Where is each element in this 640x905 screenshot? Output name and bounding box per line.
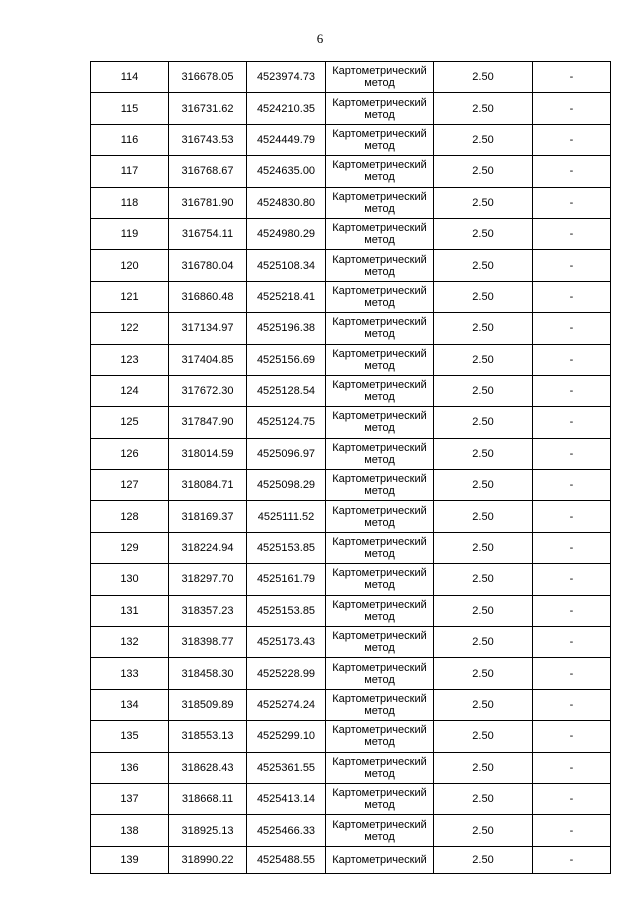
table-row (91, 407, 611, 438)
page-number: 6 (316, 31, 324, 46)
x-coordinate-cell: 318169.37 (169, 501, 247, 532)
accuracy-cell: 2.50 (434, 124, 533, 155)
point-number-cell: 116 (91, 124, 169, 155)
table-row (91, 313, 611, 344)
point-number-cell: 119 (91, 218, 169, 249)
description-cell: - (533, 313, 611, 344)
method-cell (326, 689, 434, 720)
description-cell: - (533, 532, 611, 563)
description-cell: - (533, 375, 611, 406)
method-line-1: Картометрический (332, 127, 427, 140)
description-cell: - (533, 124, 611, 155)
x-coordinate-cell: 318553.13 (169, 721, 247, 752)
point-number-cell: 124 (91, 375, 169, 406)
table-row (91, 846, 611, 873)
point-number-cell: 138 (91, 815, 169, 846)
point-number-cell: 139 (91, 846, 169, 873)
method-line-2: метод (364, 234, 395, 247)
table-row (91, 187, 611, 218)
table-row (91, 250, 611, 281)
x-coordinate-cell: 318509.89 (169, 689, 247, 720)
table-row (91, 218, 611, 249)
x-coordinate-cell: 318628.43 (169, 752, 247, 783)
point-number-cell: 132 (91, 627, 169, 658)
method-line-1: Картометрический (332, 630, 427, 643)
point-number-cell: 117 (91, 156, 169, 187)
x-coordinate-cell: 316780.04 (169, 250, 247, 281)
table-row (91, 532, 611, 563)
y-coordinate-cell: 4524210.35 (247, 93, 326, 124)
table-row (91, 783, 611, 814)
point-number-cell: 114 (91, 62, 169, 93)
description-cell: - (533, 846, 611, 873)
y-coordinate-cell: 4525124.75 (247, 407, 326, 438)
y-coordinate-cell: 4525161.79 (247, 564, 326, 595)
x-coordinate-cell: 316754.11 (169, 218, 247, 249)
y-coordinate-cell: 4525274.24 (247, 689, 326, 720)
x-coordinate-cell: 316731.62 (169, 93, 247, 124)
x-coordinate-cell: 318458.30 (169, 658, 247, 689)
accuracy-cell: 2.50 (434, 564, 533, 595)
description-cell: - (533, 501, 611, 532)
x-coordinate-cell: 316743.53 (169, 124, 247, 155)
method-line-2: метод (364, 422, 395, 435)
method-cell (326, 156, 434, 187)
description-cell: - (533, 470, 611, 501)
accuracy-cell: 2.50 (434, 501, 533, 532)
method-line-2: метод (364, 202, 395, 215)
method-line-1: Картометрический (332, 379, 427, 392)
point-number-cell: 125 (91, 407, 169, 438)
x-coordinate-cell: 317404.85 (169, 344, 247, 375)
accuracy-cell: 2.50 (434, 752, 533, 783)
method-cell (326, 595, 434, 626)
accuracy-cell: 2.50 (434, 250, 533, 281)
description-cell: - (533, 344, 611, 375)
method-cell (326, 250, 434, 281)
method-cell (326, 313, 434, 344)
method-cell (326, 470, 434, 501)
method-line-1: Картометрический (332, 347, 427, 360)
method-line-2: метод (364, 799, 395, 812)
y-coordinate-cell: 4524449.79 (247, 124, 326, 155)
coordinates-table-body (91, 62, 611, 874)
method-line-2: метод (364, 767, 395, 780)
method-cell (326, 344, 434, 375)
method-line-2: метод (364, 139, 395, 152)
point-number-cell: 127 (91, 470, 169, 501)
description-cell: - (533, 627, 611, 658)
accuracy-cell: 2.50 (434, 344, 533, 375)
method-cell (326, 501, 434, 532)
method-line-1: Картометрический (332, 693, 427, 705)
y-coordinate-cell: 4523974.73 (247, 62, 326, 93)
method-line-1: Картометрический (332, 755, 427, 768)
x-coordinate-cell: 318925.13 (169, 815, 247, 846)
y-coordinate-cell: 4525153.85 (247, 595, 326, 626)
method-line-2: метод (364, 830, 395, 843)
method-line-1: Картометрический (332, 190, 427, 203)
accuracy-cell: 2.50 (434, 187, 533, 218)
method-line-1: Картометрический (332, 96, 427, 109)
x-coordinate-cell: 317672.30 (169, 375, 247, 406)
point-number-cell: 123 (91, 344, 169, 375)
x-coordinate-cell: 318398.77 (169, 627, 247, 658)
accuracy-cell: 2.50 (434, 595, 533, 626)
y-coordinate-cell: 4525196.38 (247, 313, 326, 344)
method-cell (326, 564, 434, 595)
method-cell (326, 658, 434, 689)
description-cell: - (533, 156, 611, 187)
method-line-1: Картометрический (332, 316, 427, 329)
point-number-cell: 134 (91, 689, 169, 720)
description-cell: - (533, 815, 611, 846)
method-cell (326, 187, 434, 218)
point-number-cell: 129 (91, 532, 169, 563)
method-line-1: Картометрический (332, 222, 427, 235)
method-line-2: метод (364, 391, 395, 404)
method-line-2: метод (364, 705, 395, 717)
accuracy-cell: 2.50 (434, 218, 533, 249)
description-cell: - (533, 218, 611, 249)
accuracy-cell: 2.50 (434, 93, 533, 124)
method-line-2: метод (364, 610, 395, 623)
method-line-1: Картометрический (332, 853, 427, 866)
method-line-2: метод (364, 108, 395, 121)
accuracy-cell: 2.50 (434, 438, 533, 469)
table-row (91, 815, 611, 846)
table-row (91, 627, 611, 658)
point-number-cell: 130 (91, 564, 169, 595)
method-line-2: метод (364, 516, 395, 529)
accuracy-cell: 2.50 (434, 815, 533, 846)
table-row (91, 156, 611, 187)
method-line-1: Картометрический (332, 410, 427, 423)
accuracy-cell: 2.50 (434, 721, 533, 752)
accuracy-cell: 2.50 (434, 627, 533, 658)
y-coordinate-cell: 4525361.55 (247, 752, 326, 783)
coordinates-table (90, 61, 611, 874)
y-coordinate-cell: 4524635.00 (247, 156, 326, 187)
method-line-2: метод (364, 642, 395, 655)
point-number-cell: 128 (91, 501, 169, 532)
method-line-2: метод (364, 265, 395, 278)
accuracy-cell: 2.50 (434, 658, 533, 689)
method-cell (326, 218, 434, 249)
description-cell: - (533, 752, 611, 783)
accuracy-cell: 2.50 (434, 407, 533, 438)
method-line-1: Картометрический (332, 159, 427, 172)
x-coordinate-cell: 318084.71 (169, 470, 247, 501)
table-row (91, 689, 611, 720)
method-cell (326, 375, 434, 406)
method-line-2: метод (364, 673, 395, 686)
table-row (91, 564, 611, 595)
table-row (91, 752, 611, 783)
y-coordinate-cell: 4525413.14 (247, 783, 326, 814)
method-cell (326, 532, 434, 563)
method-cell (326, 124, 434, 155)
description-cell: - (533, 783, 611, 814)
method-line-2: метод (364, 77, 395, 90)
y-coordinate-cell: 4525108.34 (247, 250, 326, 281)
table-row (91, 438, 611, 469)
x-coordinate-cell: 317134.97 (169, 313, 247, 344)
description-cell: - (533, 721, 611, 752)
method-cell (326, 407, 434, 438)
y-coordinate-cell: 4525228.99 (247, 658, 326, 689)
method-line-2: метод (364, 359, 395, 372)
x-coordinate-cell: 316768.67 (169, 156, 247, 187)
description-cell: - (533, 564, 611, 595)
description-cell: - (533, 407, 611, 438)
method-cell (326, 721, 434, 752)
description-cell: - (533, 62, 611, 93)
method-cell (326, 752, 434, 783)
point-number-cell: 126 (91, 438, 169, 469)
description-cell: - (533, 689, 611, 720)
method-cell (326, 62, 434, 93)
method-line-2: метод (364, 328, 395, 341)
point-number-cell: 135 (91, 721, 169, 752)
table-row (91, 470, 611, 501)
method-line-1: Картометрический (332, 473, 427, 486)
description-cell: - (533, 281, 611, 312)
accuracy-cell: 2.50 (434, 846, 533, 873)
method-cell (326, 846, 434, 873)
method-line-1: Картометрический (332, 504, 427, 517)
x-coordinate-cell: 316678.05 (169, 62, 247, 93)
description-cell: - (533, 250, 611, 281)
description-cell: - (533, 93, 611, 124)
point-number-cell: 115 (91, 93, 169, 124)
table-row (91, 721, 611, 752)
table-row (91, 595, 611, 626)
table-row (91, 344, 611, 375)
method-line-1: Картометрический (332, 818, 427, 831)
method-cell (326, 627, 434, 658)
method-line-1: Картометрический (332, 661, 427, 674)
x-coordinate-cell: 317847.90 (169, 407, 247, 438)
y-coordinate-cell: 4525128.54 (247, 375, 326, 406)
y-coordinate-cell: 4525466.33 (247, 815, 326, 846)
x-coordinate-cell: 318224.94 (169, 532, 247, 563)
x-coordinate-cell: 316781.90 (169, 187, 247, 218)
method-line-2: метод (364, 453, 395, 466)
description-cell: - (533, 438, 611, 469)
method-line-2: метод (364, 485, 395, 498)
method-cell (326, 281, 434, 312)
point-number-cell: 122 (91, 313, 169, 344)
method-line-2: метод (364, 171, 395, 184)
method-cell (326, 783, 434, 814)
method-line-1: Картометрический (332, 536, 427, 549)
point-number-cell: 118 (91, 187, 169, 218)
point-number-cell: 136 (91, 752, 169, 783)
accuracy-cell: 2.50 (434, 62, 533, 93)
method-line-2: метод (364, 296, 395, 309)
method-line-1: Картометрический (332, 65, 427, 78)
method-line-1: Картометрический (332, 441, 427, 454)
table-row (91, 93, 611, 124)
accuracy-cell: 2.50 (434, 281, 533, 312)
table-row (91, 375, 611, 406)
x-coordinate-cell: 318990.22 (169, 846, 247, 873)
method-line-1: Картометрический (332, 787, 427, 800)
table-row (91, 658, 611, 689)
point-number-cell: 131 (91, 595, 169, 626)
accuracy-cell: 2.50 (434, 375, 533, 406)
method-cell (326, 93, 434, 124)
method-line-1: Картометрический (332, 724, 427, 737)
accuracy-cell: 2.50 (434, 313, 533, 344)
y-coordinate-cell: 4524980.29 (247, 218, 326, 249)
y-coordinate-cell: 4525173.43 (247, 627, 326, 658)
method-line-2: метод (364, 579, 395, 592)
method-line-2: метод (364, 548, 395, 561)
y-coordinate-cell: 4525299.10 (247, 721, 326, 752)
x-coordinate-cell: 318668.11 (169, 783, 247, 814)
method-line-1: Картометрический (332, 598, 427, 611)
method-line-2: метод (364, 736, 395, 749)
x-coordinate-cell: 316860.48 (169, 281, 247, 312)
y-coordinate-cell: 4524830.80 (247, 187, 326, 218)
point-number-cell: 120 (91, 250, 169, 281)
y-coordinate-cell: 4525111.52 (247, 501, 326, 532)
accuracy-cell: 2.50 (434, 156, 533, 187)
description-cell: - (533, 595, 611, 626)
y-coordinate-cell: 4525218.41 (247, 281, 326, 312)
method-line-1: Картометрический (332, 253, 427, 266)
x-coordinate-cell: 318014.59 (169, 438, 247, 469)
x-coordinate-cell: 318357.23 (169, 595, 247, 626)
y-coordinate-cell: 4525156.69 (247, 344, 326, 375)
method-line-1: Картометрический (332, 284, 427, 297)
point-number-cell: 133 (91, 658, 169, 689)
description-cell: - (533, 187, 611, 218)
table-row (91, 501, 611, 532)
y-coordinate-cell: 4525098.29 (247, 470, 326, 501)
y-coordinate-cell: 4525096.97 (247, 438, 326, 469)
accuracy-cell: 2.50 (434, 689, 533, 720)
point-number-cell: 121 (91, 281, 169, 312)
table-row (91, 281, 611, 312)
y-coordinate-cell: 4525488.55 (247, 846, 326, 873)
accuracy-cell: 2.50 (434, 470, 533, 501)
accuracy-cell: 2.50 (434, 532, 533, 563)
y-coordinate-cell: 4525153.85 (247, 532, 326, 563)
x-coordinate-cell: 318297.70 (169, 564, 247, 595)
table-row (91, 124, 611, 155)
accuracy-cell: 2.50 (434, 783, 533, 814)
method-cell (326, 438, 434, 469)
table-row (91, 62, 611, 93)
method-cell (326, 815, 434, 846)
description-cell: - (533, 658, 611, 689)
method-line-1: Картометрический (332, 567, 427, 580)
point-number-cell: 137 (91, 783, 169, 814)
